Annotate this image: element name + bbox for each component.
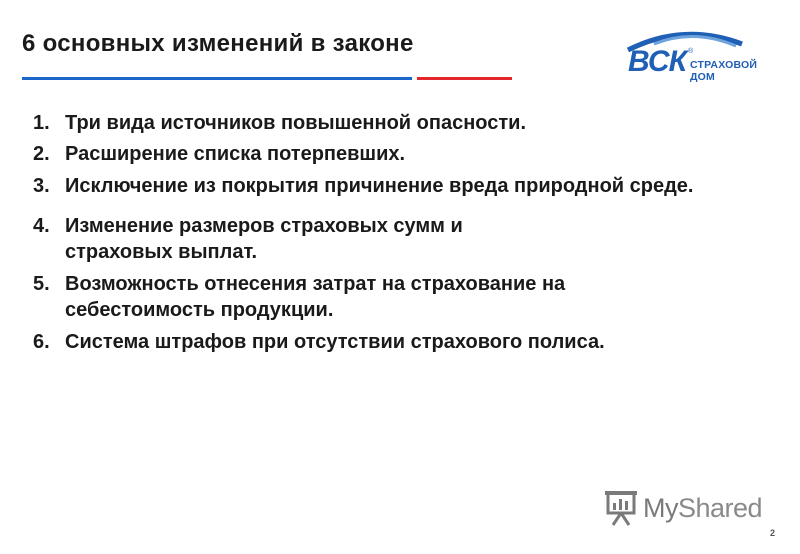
vsk-logo	[624, 28, 774, 83]
list-item-number: 5.	[33, 273, 50, 295]
logo-brand: ВСК	[628, 45, 687, 78]
page-number: 2	[770, 528, 776, 538]
list-item-number: 1.	[33, 112, 50, 134]
title-underline-blue	[22, 77, 412, 80]
list-item	[33, 213, 773, 265]
list-item-text: Три вида источников повышенной опасности.	[65, 112, 526, 134]
myshared-watermark	[603, 488, 762, 528]
list-item	[33, 329, 773, 355]
logo-subtitle: СТРАХОВОЙ ДОМ	[690, 59, 758, 83]
list-item-number: 3.	[33, 175, 50, 197]
list-item	[33, 141, 773, 167]
list-item-text: Возможность отнесения затрат на страхование на себестоимость продукции.	[65, 273, 566, 321]
list-item	[33, 271, 773, 323]
list-item	[33, 110, 773, 136]
logo-registered-mark: ®	[688, 48, 694, 55]
list-item-text: Изменение размеров страховых сумм и страховых выплат.	[65, 215, 463, 263]
title-underline-red	[417, 77, 512, 80]
list-item-number: 4.	[33, 215, 50, 237]
list-item	[33, 173, 773, 199]
watermark-text: MyShared	[643, 492, 763, 523]
presentation-board-icon	[603, 489, 639, 527]
list-item-text: Расширение списка потерпевших.	[65, 143, 406, 165]
slide-title: 6 основных изменений в законе	[22, 30, 414, 57]
list-item-number: 2.	[33, 143, 50, 165]
changes-list	[33, 110, 773, 355]
list-item-text: Исключение из покрытия причинение вреда природной среде.	[65, 175, 694, 197]
list-item-number: 6.	[33, 331, 50, 353]
list-item-text: Система штрафов при отсутствии страхового полиса.	[65, 331, 605, 353]
